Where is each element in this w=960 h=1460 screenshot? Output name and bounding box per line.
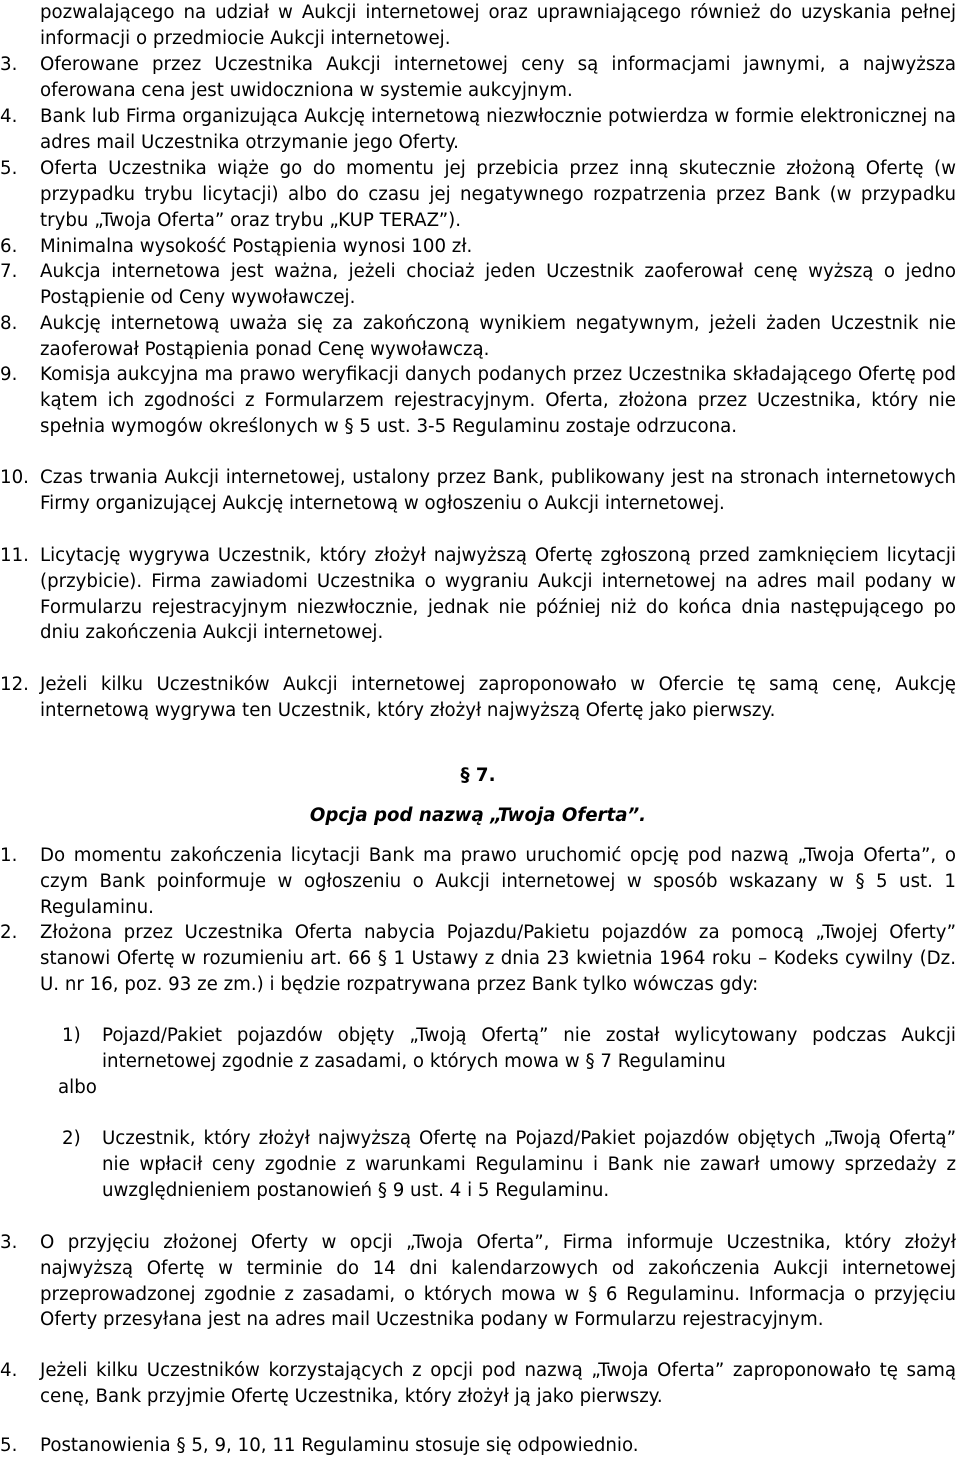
condition-number: 2)	[62, 1128, 81, 1149]
list-item-text: O przyjęciu złożonej Oferty w opcji „Twoja Oferta”, Firma informuje Uczestnika, który złożył najwyższą Ofertę w terminie do 14 dni kalendarzowych od zakończenia Aukcji internetowej przeprowadzonej zgodnie z zasadami, o których mowa w § 6 Regulaminu. Informacja o przyjęciu Oferty przesyłana jest na adres mail Uczestnika podany w Formularzu rejestracyjnym.	[40, 1232, 956, 1331]
list-item-number: 4.	[0, 1360, 18, 1381]
list-item-number: 11.	[0, 545, 29, 566]
section-number-heading: § 7.	[460, 765, 496, 786]
list-item-text: Jeżeli kilku Uczestników korzystających z opcji pod nazwą „Twoja Oferta” zaproponowało tę samą cenę, Bank przyjmie Ofertę Uczestnika, który złożył ją jako pierwszy.	[40, 1360, 956, 1407]
list-item-text: Do momentu zakończenia licytacji Bank ma prawo uruchomić opcję pod nazwą „Twoja Oferta”, o czym Bank poinformuje w ogłoszeniu o Aukcji internetowej w sposób wskazany w § 5 ust. 1 Regulaminu.	[40, 845, 956, 918]
list-item-text: Licytację wygrywa Uczestnik, który złożył najwyższą Ofertę zgłoszoną przed zamknięciem licytacji (przybicie). Firma zawiadomi Uczestnika o wygraniu Aukcji internetowej na adres mail podany w Formularzu rejestracyjnym niezwłocznie, jednak nie później niż do końca dnia następującego po dniu zakończenia Aukcji internetowej.	[40, 545, 956, 644]
list-item-s6-3	[0, 52, 956, 104]
list-item-number: 5.	[0, 158, 18, 179]
list-item-number: 3.	[0, 1232, 18, 1253]
list-item-text: Aukcja internetowa jest ważna, jeżeli chociaż jeden Uczestnik zaoferował cenę wyższą o jedno Postąpienie od Ceny wywoławczej.	[40, 261, 956, 308]
list-item-text: Postanowienia § 5, 9, 10, 11 Regulaminu stosuje się odpowiednio.	[40, 1435, 639, 1456]
conjunction-albo: albo	[58, 1077, 97, 1098]
list-item-s7-5	[0, 1433, 956, 1459]
condition-number: 1)	[62, 1025, 81, 1046]
list-item-s6-8	[0, 311, 956, 363]
list-item-s6-9	[0, 362, 956, 439]
list-item-number: 9.	[0, 364, 18, 385]
list-item-s7-3	[0, 1230, 956, 1333]
list-item-text: Aukcję internetową uważa się za zakończoną wynikiem negatywnym, jeżeli żaden Uczestnik nie zaoferował Postąpienia ponad Cenę wywoławczą.	[40, 313, 956, 360]
condition-item-2	[62, 1126, 956, 1203]
intro-continuation: pozwalającego na udział w Aukcji internetowej oraz uprawniającego również do uzyskania pełnej informacji o przedmiocie Aukcji internetowej.	[40, 2, 956, 49]
condition-text: Uczestnik, który złożył najwyższą Ofertę na Pojazd/Pakiet pojazdów objętych „Twoją Ofertą” nie wpłacił ceny zgodnie z warunkami Regulaminu i Bank nie zawarł umowy sprzedaży z uwzględnieniem postanowień § 9 ust. 4 i 5 Regulaminu.	[102, 1128, 956, 1201]
condition-text: Pojazd/Pakiet pojazdów objęty „Twoją Ofertą” nie został wylicytowany podczas Aukcji internetowej zgodnie z zasadami, o których mowa w § 7 Regulaminu	[102, 1025, 956, 1072]
list-item-number: 2.	[0, 922, 18, 943]
list-item-s6-7	[0, 259, 956, 311]
list-item-number: 1.	[0, 845, 18, 866]
list-item-text: Bank lub Firma organizująca Aukcję internetową niezwłocznie potwierdza w formie elektronicznej na adres mail Uczestnika otrzymanie jego Oferty.	[40, 106, 956, 153]
section-title-heading: Opcja pod nazwą „Twoja Oferta”.	[309, 805, 647, 826]
list-item-s6-5	[0, 156, 956, 233]
list-item-s7-4	[0, 1358, 956, 1410]
list-item-text: Komisja aukcyjna ma prawo weryfikacji danych podanych przez Uczestnika składającego Ofertę pod kątem ich zgodności z Formularzem rejestracyjnym. Oferta, złożona przez Uczestnika, który nie spełnia wymogów określonych w § 5 ust. 3-5 Regulaminu zostaje odrzucona.	[40, 364, 956, 437]
list-item-text: Czas trwania Aukcji internetowej, ustalony przez Bank, publikowany jest na stronach internetowych Firmy organizującej Aukcję internetową w ogłoszeniu o Aukcji internetowej.	[40, 467, 956, 514]
list-item-text: Minimalna wysokość Postąpienia wynosi 100 zł.	[40, 236, 473, 257]
list-item-s6-4	[0, 104, 956, 156]
list-item-number: 10.	[0, 467, 29, 488]
list-item-text: Złożona przez Uczestnika Oferta nabycia Pojazdu/Pakietu pojazdów za pomocą „Twojej Oferty” stanowi Ofertę w rozumieniu art. 66 § 1 Ustawy z dnia 23 kwietnia 1964 roku – Kodeks cywilny (Dz. U. nr 16, poz. 93 ze zm.) i będzie rozpatrywana przez Bank tylko wówczas gdy:	[40, 922, 956, 995]
list-item-text: Jeżeli kilku Uczestników Aukcji internetowej zaproponowało w Ofercie tę samą cenę, Aukcję internetową wygrywa ten Uczestnik, który złożył najwyższą Ofertę jako pierwszy.	[40, 674, 956, 721]
list-item-s6-6	[0, 234, 956, 260]
list-item-text: Oferta Uczestnika wiąże go do momentu jej przebicia przez inną skutecznie złożoną Ofertę (w przypadku trybu licytacji) albo do czasu jej negatywnego rozpatrzenia przez Bank (w przypadku trybu „Twoja Oferta” oraz trybu „KUP TERAZ”).	[40, 158, 956, 231]
list-item-number: 4.	[0, 106, 18, 127]
list-item-s6-10	[0, 465, 956, 517]
list-item-number: 8.	[0, 313, 18, 334]
list-item-number: 7.	[0, 261, 18, 282]
list-item-number: 3.	[0, 54, 18, 75]
list-item-number: 6.	[0, 236, 18, 257]
list-item-s6-12	[0, 672, 956, 724]
list-item-s6-11	[0, 543, 956, 646]
list-item-s7-2	[0, 920, 956, 997]
list-item-s7-1	[0, 843, 956, 920]
condition-item-1	[62, 1023, 956, 1075]
list-item-text: Oferowane przez Uczestnika Aukcji internetowej ceny są informacjami jawnymi, a najwyższa oferowana cena jest uwidoczniona w systemie aukcyjnym.	[40, 54, 956, 101]
list-item-number: 12.	[0, 674, 29, 695]
list-item-number: 5.	[0, 1435, 18, 1456]
